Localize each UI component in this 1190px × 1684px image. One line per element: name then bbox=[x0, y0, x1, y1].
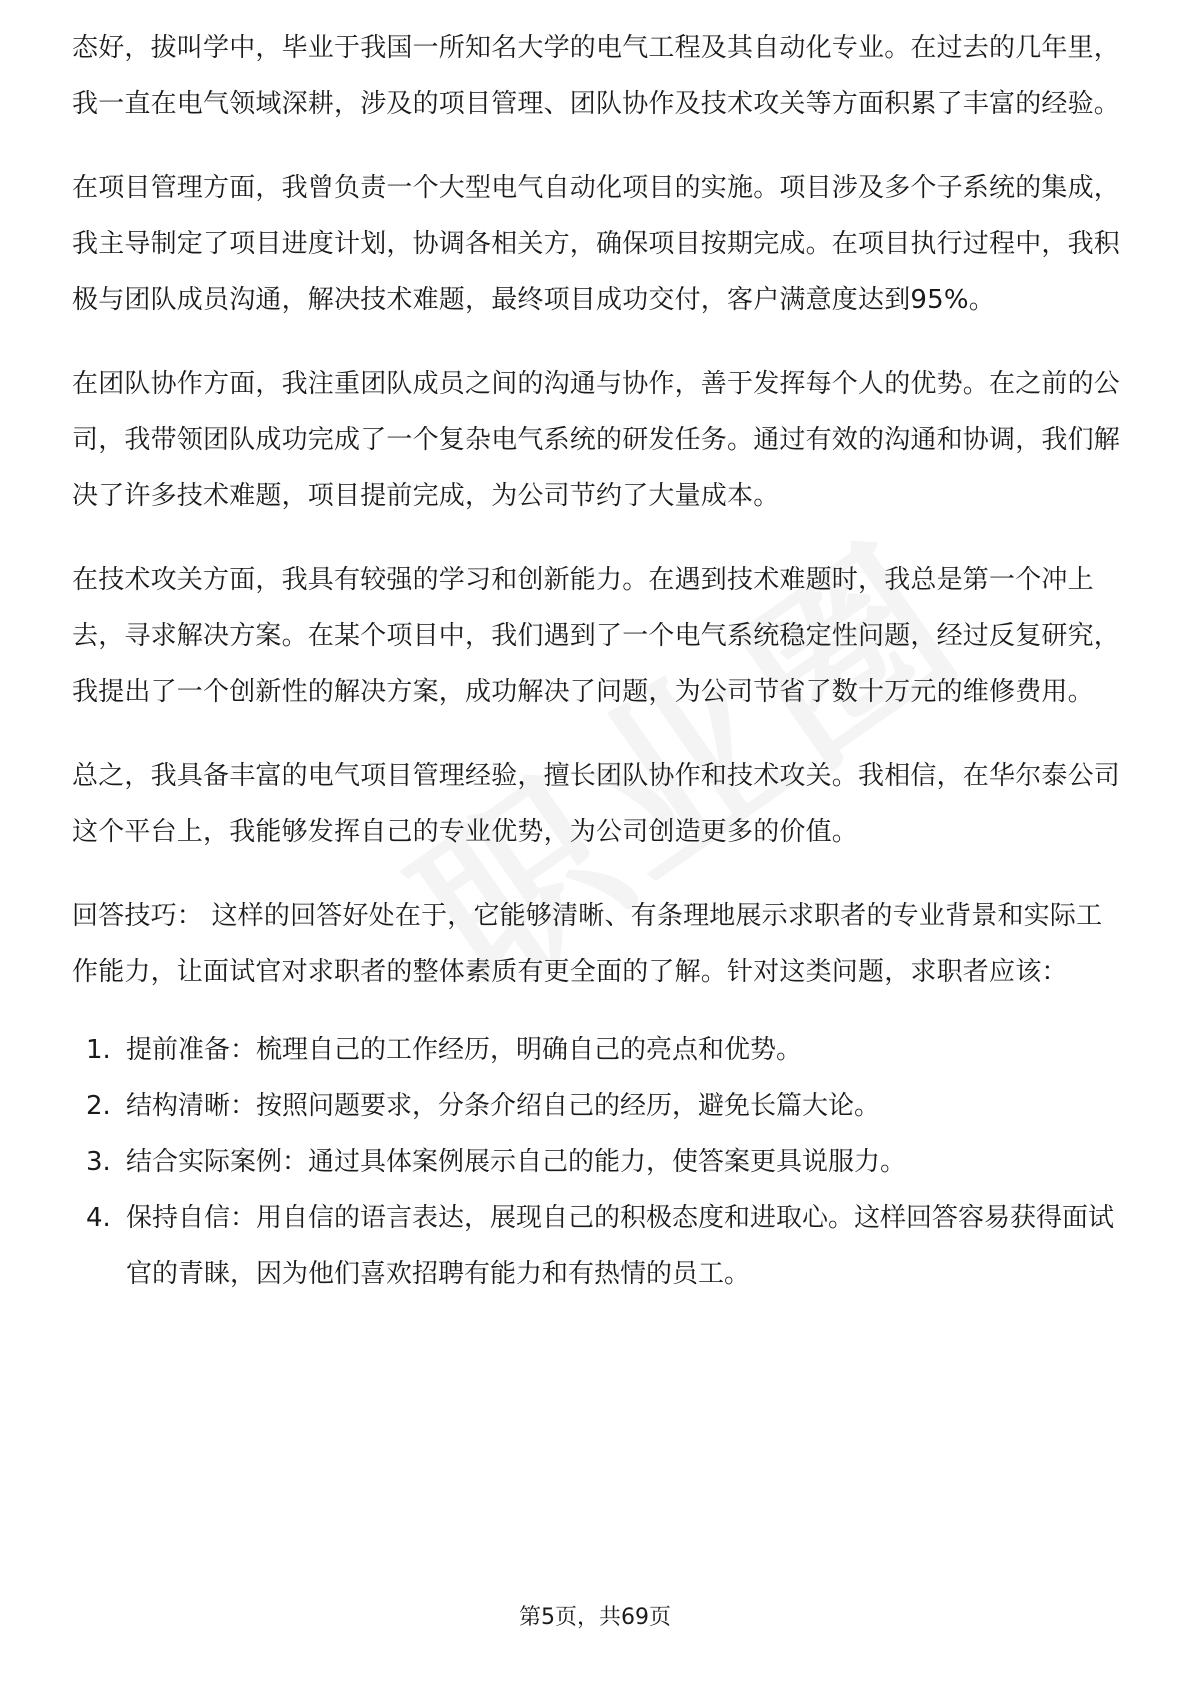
list-number: 2. bbox=[86, 1091, 111, 1121]
paragraph-technical: 在技术攻关方面，我具有较强的学习和创新能力。在遇到技术难题时，我总是第一个冲上去，寻求解决方案。在某个项目中，我们遇到了一个电气系统稳定性问题，经过反复研究，我提出了一个创新性的解决方案，成功解决了问题，为公司节省了数十万元的维修费用。 bbox=[72, 565, 1121, 707]
paragraph-project-management: 在项目管理方面，我曾负责一个大型电气自动化项目的实施。项目涉及多个子系统的集成，我主导制定了项目进度计划，协调各相关方，确保项目按期完成。在项目执行过程中，我积极与团队成员沟通，解决技术难题，最终项目成功交付，客户满意度达到95%。 bbox=[72, 173, 1121, 315]
list-item bbox=[72, 1022, 1122, 1078]
page-footer: 第5页，共69页 bbox=[519, 1605, 671, 1630]
list-text: 保持自信：用自信的语言表达，展现自己的积极态度和进取心。这样回答容易获得面试官的青睐，因为他们喜欢招聘有能力和有热情的员工。 bbox=[126, 1203, 1115, 1289]
list-number: 3. bbox=[86, 1147, 111, 1177]
list-number: 4. bbox=[86, 1203, 111, 1233]
list-text: 结构清晰：按照问题要求，分条介绍自己的经历，避免长篇大论。 bbox=[126, 1091, 881, 1121]
list-text: 结合实际案例：通过具体案例展示自己的能力，使答案更具说服力。 bbox=[126, 1147, 907, 1177]
paragraph-summary: 总之，我具备丰富的电气项目管理经验，擅长团队协作和技术攻关。我相信，在华尔泰公司这个平台上，我能够发挥自己的专业优势，为公司创造更多的价值。 bbox=[72, 761, 1121, 847]
paragraph-intro: 态好，拔叫学中，毕业于我国一所知名大学的电气工程及其自动化专业。在过去的几年里，我一直在电气领域深耕，涉及的项目管理、团队协作及技术攻关等方面积累了丰富的经验。 bbox=[72, 33, 1121, 119]
list-text: 提前准备：梳理自己的工作经历，明确自己的亮点和优势。 bbox=[126, 1035, 803, 1065]
paragraph-answer-tips: 回答技巧： 这样的回答好处在于，它能够清晰、有条理地展示求职者的专业背景和实际工作能力，让面试官对求职者的整体素质有更全面的了解。针对这类问题，求职者应该： bbox=[72, 901, 1103, 987]
list-number: 1. bbox=[86, 1035, 111, 1065]
top-crop-mask bbox=[0, 0, 1190, 20]
tips-list bbox=[72, 1022, 1122, 1302]
list-item bbox=[72, 1078, 1122, 1134]
list-item bbox=[72, 1190, 1122, 1302]
document-body bbox=[72, 20, 1122, 1302]
paragraph-teamwork: 在团队协作方面，我注重团队成员之间的沟通与协作，善于发挥每个人的优势。在之前的公司，我带领团队成功完成了一个复杂电气系统的研发任务。通过有效的沟通和协调，我们解决了许多技术难题，项目提前完成，为公司节约了大量成本。 bbox=[72, 369, 1121, 511]
list-item bbox=[72, 1134, 1122, 1190]
